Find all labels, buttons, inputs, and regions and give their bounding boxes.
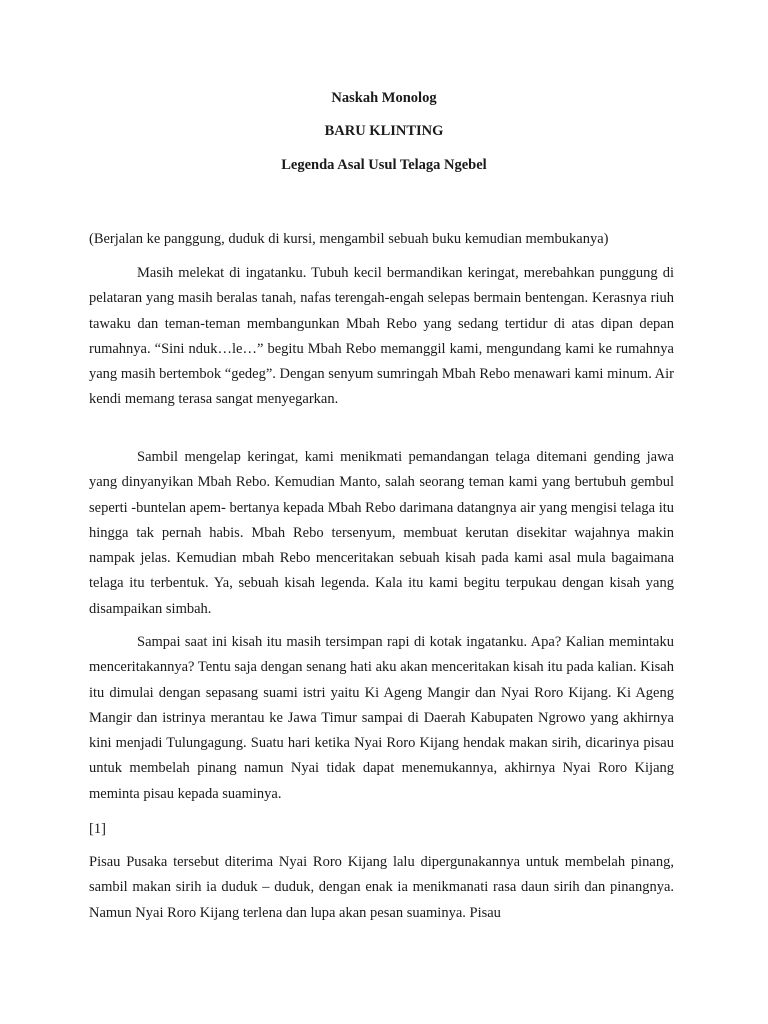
play-subtitle: Legenda Asal Usul Telaga Ngebel bbox=[281, 157, 487, 173]
play-title: BARU KLINTING bbox=[324, 123, 444, 139]
document-title: Naskah Monolog bbox=[331, 90, 437, 106]
paragraph-1: Masih melekat di ingatanku. Tubuh kecil bermandikan keringat, merebahkan punggung di pelataran yang masih beralas tanah, nafas terengah-engah selepas bermain bentengan. Kerasnya riuh tawaku dan teman-teman membangunkan Mbah Rebo yang sedang tertidur di atas dipan depan rumahnya. “Sini nduk…le…” begitu Mbah Rebo memanggil kami, mengundang kami ke rumahnya yang masih bertembok “gedeg”. Dengan senyum sumringah Mbah Rebo menawari kami minum. Air kendi memang terasa sangat menyegarkan. bbox=[89, 265, 674, 408]
paragraph-4: Pisau Pusaka tersebut diterima Nyai Roro Kijang lalu dipergunakannya untuk membelah pinang, sambil makan sirih ia duduk – duduk, dengan enak ia menikmanati rasa daun sirih dan pinangnya. Namun Nyai Roro Kijang terlena dan lupa akan pesan suaminya. Pisau bbox=[89, 854, 674, 921]
stage-direction: (Berjalan ke panggung, duduk di kursi, mengambil sebuah buku kemudian membukanya) bbox=[89, 231, 609, 247]
paragraph-3: Sampai saat ini kisah itu masih tersimpan rapi di kotak ingatanku. Apa? Kalian memintaku menceritakannya? Tentu saja dengan senang hati aku akan menceritakan kisah itu pada kalian. Kisah itu dimulai dengan sepasang suami istri yaitu Ki Ageng Mangir dan Nyai Roro Kijang. Ki Ageng Mangir dan istrinya merantau ke Jawa Timur sampai di Daerah Kabupaten Ngrowo yang akhirnya kini menjadi Tulungagung. Suatu hari ketika Nyai Roro Kijang hendak makan sirih, dicarinya pisau untuk membelah pinang namun Nyai tidak dapat menemukannya, akhirnya Nyai Roro Kijang meminta pisau kepada suaminya. bbox=[89, 634, 674, 802]
footnote-marker: [1] bbox=[89, 821, 106, 837]
paragraph-2: Sambil mengelap keringat, kami menikmati pemandangan telaga ditemani gending jawa yang dinyanyikan Mbah Rebo. Kemudian Manto, salah seorang teman kami yang bertubuh gembul seperti -buntelan apem- bertanya kepada Mbah Rebo darimana datangnya air yang mengisi telaga itu hingga tak pernah habis. Mbah Rebo tersenyum, membuat kerutan disekitar wajahnya makin nampak jelas. Kemudian mbah Rebo menceritakan sebuah kisah pada kami asal mula bagaimana telaga itu terbentuk. Ya, sebuah kisah legenda. Kala itu kami begitu terpukau dengan kisah yang disampaikan simbah. bbox=[89, 449, 675, 617]
